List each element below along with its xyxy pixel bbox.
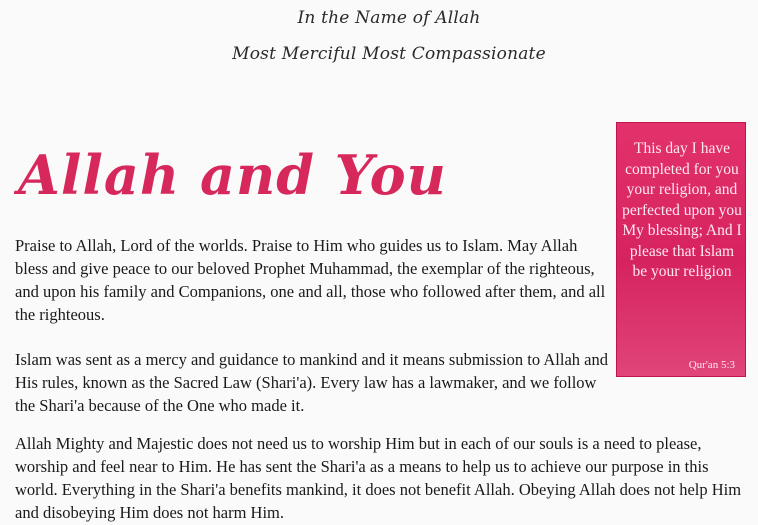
paragraph-praise: Praise to Allah, Lord of the worlds. Praise to Him who guides us to Islam. May Allah bless and give peace to our beloved Prophet Muhammad, the exemplar of the righteous, and upon his family and Companions, one and all, those who followed after them, and all the righteous. bbox=[15, 236, 606, 324]
page-title: Allah and You bbox=[18, 143, 447, 208]
quote-box bbox=[616, 122, 746, 377]
paragraph-islam: Islam was sent as a mercy and guidance to mankind and it means submission to Allah and His rules, known as the Sacred Law (Shari'a). Every law has a lawmaker, and we follow the Shari'a because of the One who made it. bbox=[15, 350, 608, 415]
bismillah-line-2: Most Merciful Most Compassionate bbox=[232, 44, 546, 64]
quote-text: This day I have completed for you your religion, and perfected upon you My blessing; And I please that Islam be your religion bbox=[622, 140, 742, 280]
bismillah-line-1: In the Name of Allah bbox=[297, 8, 481, 28]
paragraph-worship: Allah Mighty and Majestic does not need us to worship Him but in each of our souls is a need to please, worship and feel near to Him. He has sent the Shari'a as a means to help us to achieve our purpose in this world. Everything in the Shari'a benefits mankind, it does not benefit Allah. Obeying Allah does not help Him and disobeying Him does not harm Him. bbox=[15, 434, 742, 522]
quote-reference: Qur'an 5:3 bbox=[688, 359, 735, 371]
